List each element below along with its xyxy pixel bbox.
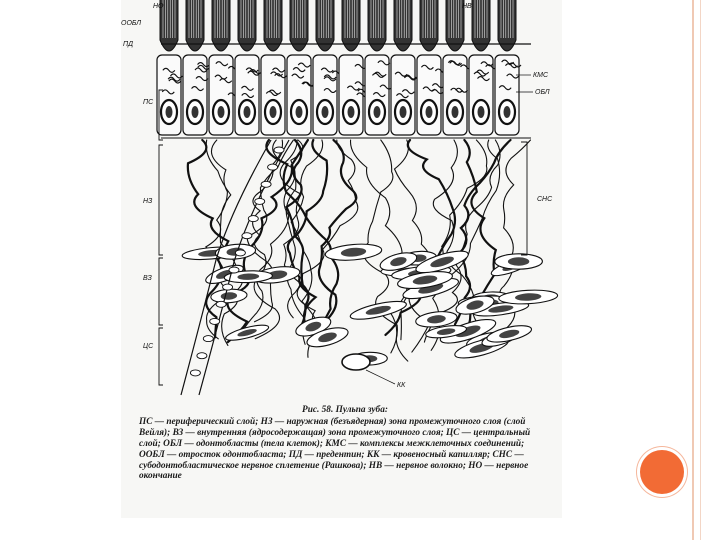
figure-caption <box>139 405 551 482</box>
endothelial-cell <box>255 198 265 204</box>
pulp-figure <box>121 0 562 518</box>
odontoblast-layer <box>157 55 531 138</box>
caption-title: Рис. 58. Пульпа зуба: <box>302 405 388 415</box>
endothelial-cell <box>248 216 258 222</box>
layer-bracket-right <box>521 142 527 255</box>
endothelial-cell <box>229 267 239 273</box>
endothelial-cell <box>216 301 226 307</box>
label-kms: КМС <box>533 72 549 79</box>
nucleolus <box>504 106 511 118</box>
nerve-fiber <box>319 140 356 325</box>
layer-bracket-left <box>159 258 163 325</box>
label-vz: ВЗ <box>143 275 152 282</box>
endothelial-cell <box>210 318 220 324</box>
fibroblast-layer <box>182 242 558 365</box>
pulp-drawing <box>121 0 562 405</box>
nucleolus <box>270 106 277 118</box>
pointer-line <box>366 370 395 384</box>
nucleolus <box>322 106 329 118</box>
endothelial-cell <box>242 233 252 239</box>
label-sns: СНС <box>537 196 553 203</box>
endothelial-cell <box>268 164 278 170</box>
label-pd: ПД <box>123 41 134 48</box>
slide-frame-line <box>692 0 694 540</box>
nucleolus <box>218 106 225 118</box>
endothelial-cell <box>190 370 200 376</box>
label-ps: ПС <box>143 99 154 106</box>
layer-bracket-left <box>159 145 163 255</box>
caption-body: ПС — периферический слой; НЗ — наружная (безъядерная) зона промежуточного слоя (слой Вейля); ВЗ — внутренняя (ядросодержащая) зона промежуточного слоя; ЦС — центральный слой; ОБЛ — одонтобласты (тела клеток); КМС — комплексы межклеточных соединений; ООБЛ — отросток одонтобласта; ПД — предентин; КК — кровеносный капилляр; СНС — субодонтобластическое нервное сплетение (Рашкова); НВ — нервное волокно; НО — нервное окончание <box>139 416 531 482</box>
endothelial-cell <box>235 250 245 256</box>
endothelial-cell <box>203 336 213 342</box>
nucleolus <box>244 106 251 118</box>
nucleolus <box>348 106 355 118</box>
endothelial-cell <box>223 284 233 290</box>
nucleolus <box>452 106 459 118</box>
capillary-cross-section <box>342 354 370 370</box>
predentin-layer <box>160 0 531 51</box>
nucleolus <box>166 106 173 118</box>
label-obl: ОБЛ <box>535 89 550 96</box>
endothelial-cell <box>274 147 284 153</box>
label-oobl: ООБЛ <box>121 20 142 27</box>
nucleolus <box>426 106 433 118</box>
slide-frame-line-inner <box>700 0 701 540</box>
endothelial-cell <box>197 353 207 359</box>
endothelial-cell <box>261 181 271 187</box>
nucleolus <box>374 106 381 118</box>
nerve-fiber <box>227 140 307 342</box>
layer-bracket-left <box>159 328 163 385</box>
nucleolus <box>400 106 407 118</box>
label-kk: КК <box>397 382 406 389</box>
accent-circle <box>640 450 684 494</box>
label-nv: НВ <box>462 3 472 10</box>
nucleolus <box>478 106 485 118</box>
nucleolus <box>192 106 199 118</box>
label-cs: ЦС <box>143 343 154 350</box>
nucleolus <box>296 106 303 118</box>
label-no: НО <box>153 3 164 10</box>
label-nz: НЗ <box>143 198 153 205</box>
